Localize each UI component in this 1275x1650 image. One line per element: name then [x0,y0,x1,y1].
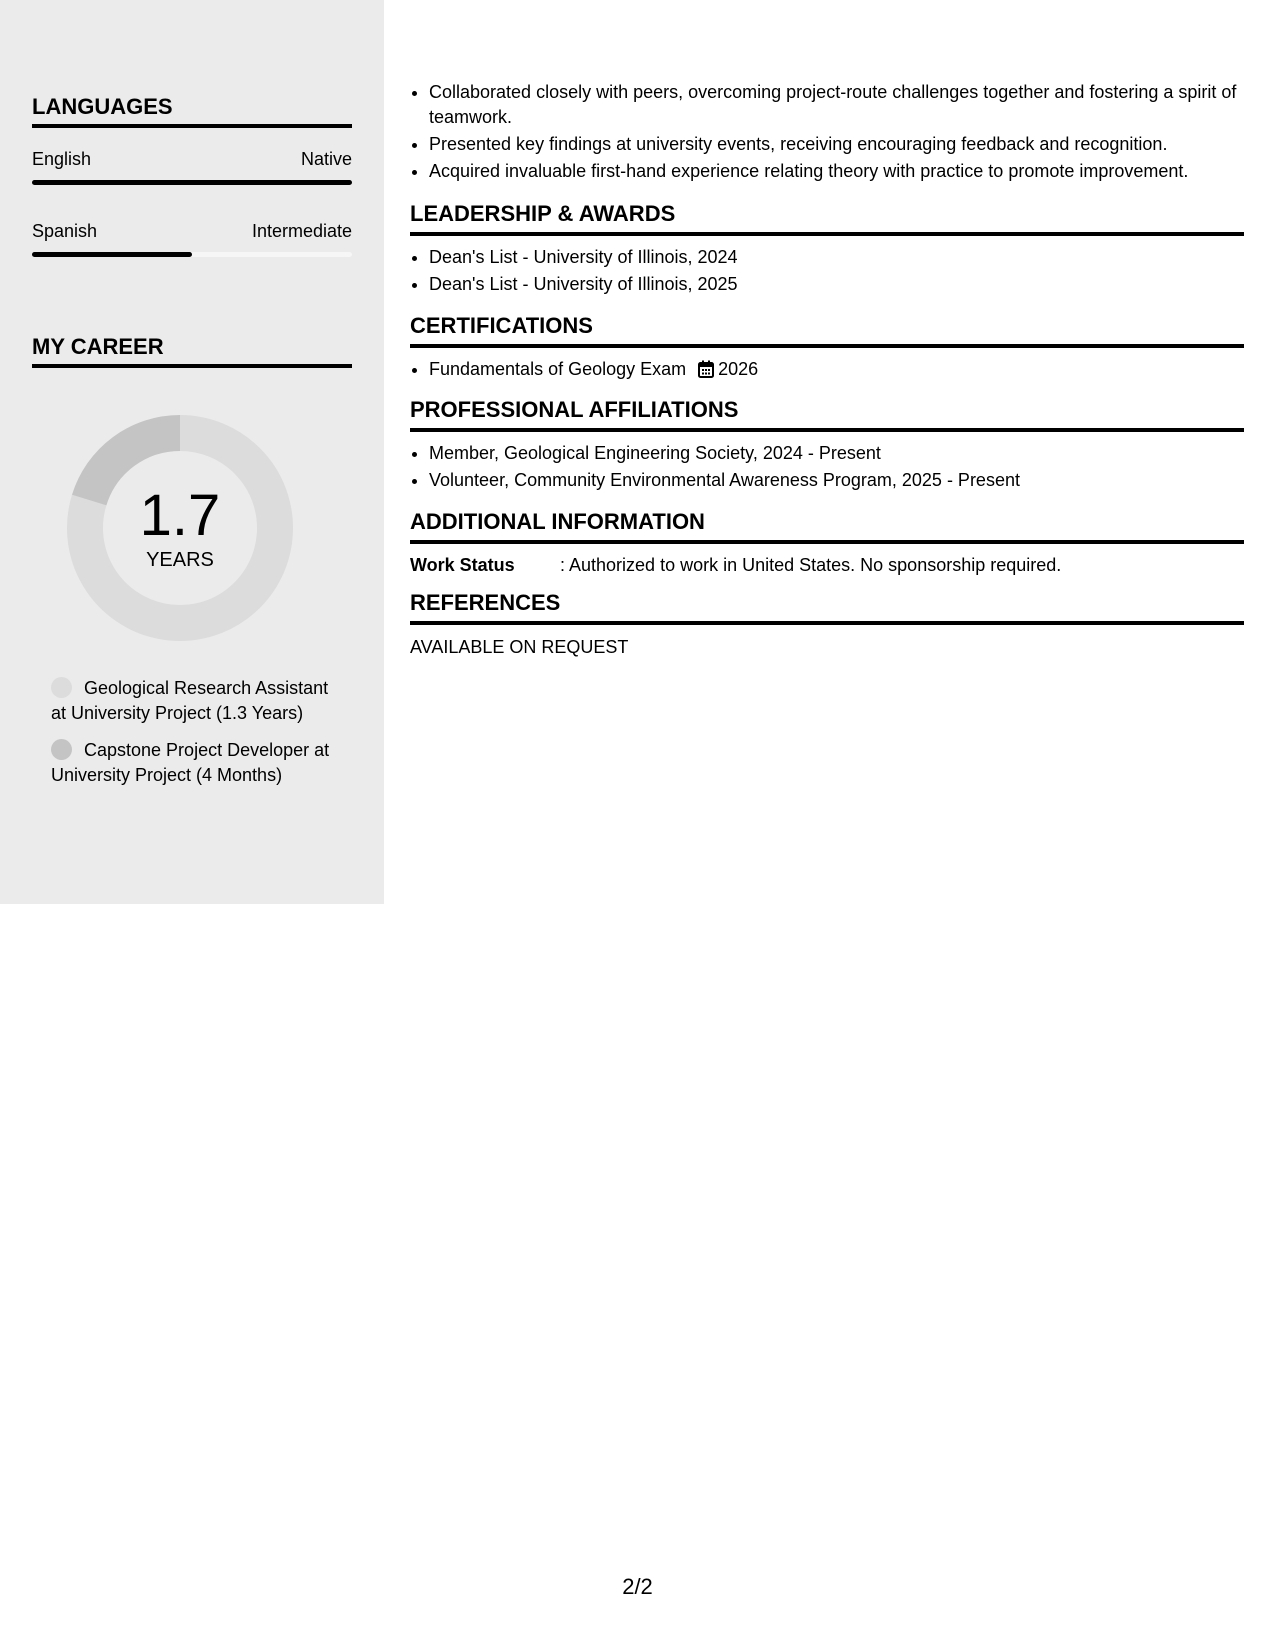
language-item-english [32,148,352,185]
legend-dot [51,739,72,760]
certification-year: 2026 [718,359,759,379]
leadership-heading: LEADERSHIP & AWARDS [410,201,1244,236]
list-item: • Dean's List - University of Illinois, 2024 [429,245,1244,270]
language-proficiency-bar [32,180,352,185]
career-total-years: 1.7 [139,483,221,548]
language-name: English [32,149,92,169]
affiliations-heading: PROFESSIONAL AFFILIATIONS [410,397,1244,432]
career-donut-chart [66,414,294,642]
legend-dot [51,677,72,698]
career-heading: MY CAREER [32,334,352,368]
additional-info-section [410,509,1244,578]
certifications-heading: CERTIFICATIONS [410,313,1244,348]
donut-center [66,414,294,642]
list-item: • Collaborated closely with peers, overcoming project-route challenges together and fostering a spirit of teamwork. [429,80,1244,130]
language-name: Spanish [32,221,98,241]
career-total-unit: YEARS [146,549,214,571]
list-item: • Presented key findings at university events, receiving encouraging feedback and recognition. [429,132,1244,157]
page-number: 2/2 [622,1574,653,1599]
affiliations-section [410,397,1244,495]
work-status-label: Work Status [410,555,515,575]
career-section [32,334,352,368]
work-status-value: : Authorized to work in United States. No sponsorship required. [560,555,1062,575]
legend-label: Capstone Project Developer at University Project (4 Months) [51,740,330,785]
legend-item [51,738,331,788]
certifications-section [410,313,1244,387]
language-level: Native [300,149,352,169]
languages-heading: LANGUAGES [32,94,352,128]
intro-bullets-section [410,80,1244,186]
calendar-icon [698,360,714,385]
leadership-section [410,201,1244,299]
references-heading: REFERENCES [410,590,1244,625]
language-proficiency-fill [32,180,352,185]
additional-info-heading: ADDITIONAL INFORMATION [410,509,1244,544]
list-item: • Volunteer, Community Environmental Awareness Program, 2025 - Present [429,468,1244,493]
references-text: AVAILABLE ON REQUEST [410,637,629,657]
list-item: • Dean's List - University of Illinois, 2025 [429,272,1244,297]
leadership-list [410,245,1244,297]
language-level: Intermediate [251,221,352,241]
list-item: • Member, Geological Engineering Society, 2024 - Present [429,441,1244,466]
languages-section [32,94,352,257]
language-proficiency-bar [32,252,352,257]
certification-name: Fundamentals of Geology Exam [429,359,687,379]
list-item [429,357,1244,385]
list-item: • Acquired invaluable first-hand experience relating theory with practice to promote improvement. [429,159,1244,184]
legend-item [51,676,331,726]
sidebar [0,0,384,904]
language-item-spanish [32,220,352,257]
legend-label: Geological Research Assistant at University Project (1.3 Years) [51,678,329,723]
references-section [410,590,1244,660]
work-status-row [410,553,1244,578]
affiliations-list [410,441,1244,493]
career-legend [51,676,331,800]
intro-bullet-list [410,80,1244,184]
certifications-list [410,357,1244,385]
language-proficiency-fill [32,252,192,257]
